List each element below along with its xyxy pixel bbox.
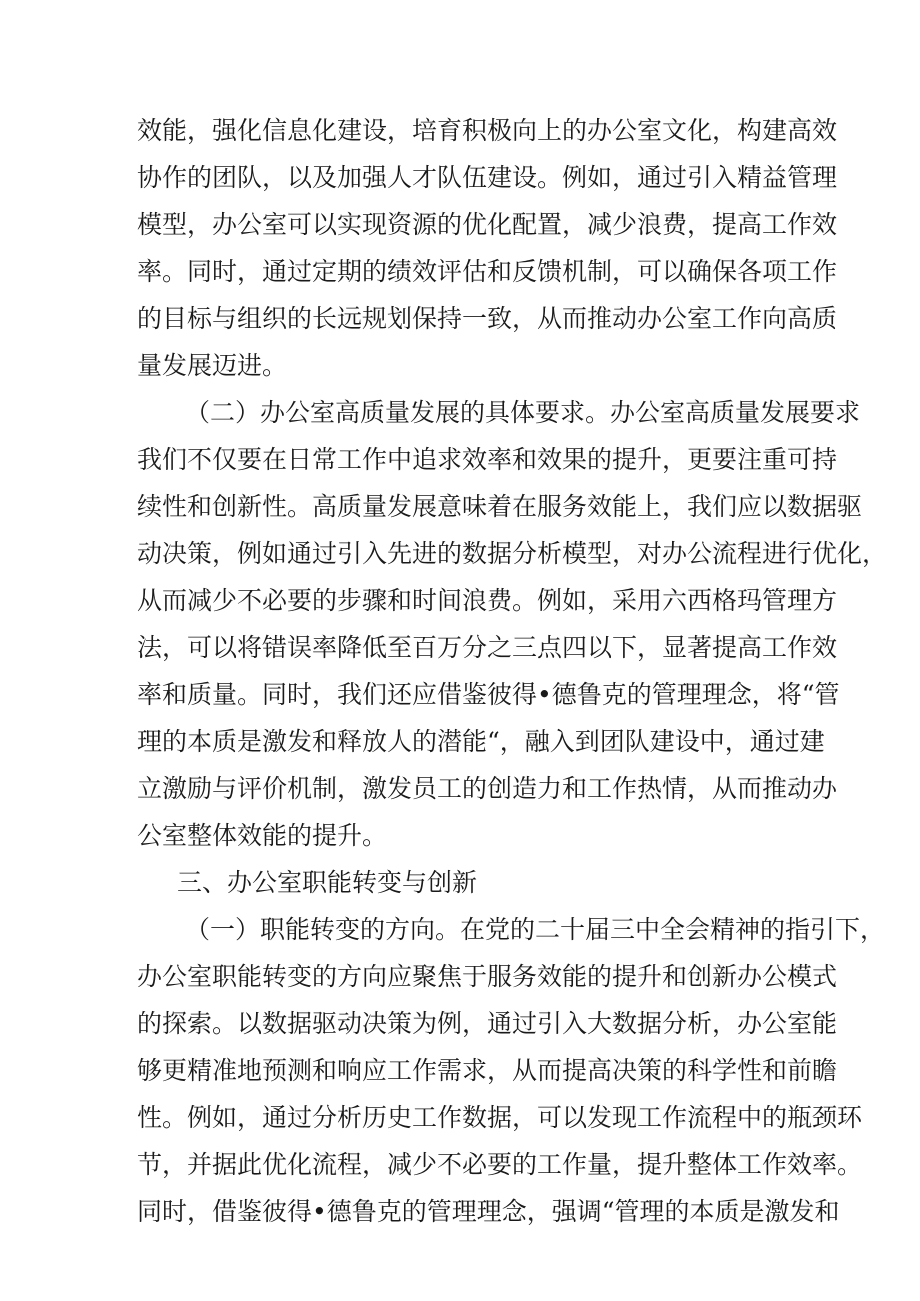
para2-line-3: 续性和创新性。高质量发展意味着在服务效能上，我们应以数据驱 <box>137 492 863 521</box>
para3-line-5: 性。例如，通过分析历史工作数据，可以发现工作流程中的瓶颈环 <box>137 1103 863 1132</box>
para3-line-3: 的探索。以数据驱动决策为例，通过引入大数据分析，办公室能 <box>137 1009 838 1038</box>
para2-line-4: 动决策，例如通过引入先进的数据分析模型，对办公流程进行优化， <box>137 539 888 568</box>
section-heading: 三、办公室职能转变与创新 <box>177 868 478 897</box>
para2-line-10: 公室整体效能的提升。 <box>137 821 388 850</box>
para3-line-4: 够更精准地预测和响应工作需求，从而提高决策的科学性和前瞻 <box>137 1056 838 1085</box>
para2-line-8: 理的本质是激发和释放人的潜能“，融入到团队建设中，通过建 <box>137 727 825 756</box>
para2-line-5: 从而减少不必要的步骤和时间浪费。例如，采用六西格玛管理方 <box>137 586 838 615</box>
para1-line-5: 的目标与组织的长远规划保持一致，从而推动办公室工作向高质 <box>137 304 838 333</box>
para2-line-6: 法，可以将错误率降低至百万分之三点四以下，显著提高工作效 <box>137 633 838 662</box>
para2-line-9: 立激励与评价机制，激发员工的创造力和工作热情，从而推动办 <box>137 774 838 803</box>
para1-line-1: 效能，强化信息化建设，培育积极向上的办公室文化，构建高效 <box>137 116 838 145</box>
para3-line-1: （一）职能转变的方向。在党的二十届三中全会精神的指引下， <box>185 915 886 944</box>
para3-line-6: 节，并据此优化流程，减少不必要的工作量，提升整体工作效率。 <box>137 1150 863 1179</box>
para3-line-2: 办公室职能转变的方向应聚焦于服务效能的提升和创新办公模式 <box>137 962 838 991</box>
para3-line-7: 同时，借鉴彼得•德鲁克的管理理念，强调“管理的本质是激发和 <box>137 1197 840 1226</box>
para2-line-1: （二）办公室高质量发展的具体要求。办公室高质量发展要求 <box>185 398 861 427</box>
para1-line-4: 率。同时，通过定期的绩效评估和反馈机制，可以确保各项工作 <box>137 257 838 286</box>
para1-line-2: 协作的团队，以及加强人才队伍建设。例如，通过引入精益管理 <box>137 163 838 192</box>
para1-line-3: 模型，办公室可以实现资源的优化配置，减少浪费，提高工作效 <box>137 210 838 239</box>
para2-line-7: 率和质量。同时，我们还应借鉴彼得•德鲁克的管理理念，将“管 <box>137 680 840 709</box>
para2-line-2: 我们不仅要在日常工作中追求效率和效果的提升，更要注重可持 <box>137 445 838 474</box>
para1-line-6: 量发展迈进。 <box>137 351 288 380</box>
